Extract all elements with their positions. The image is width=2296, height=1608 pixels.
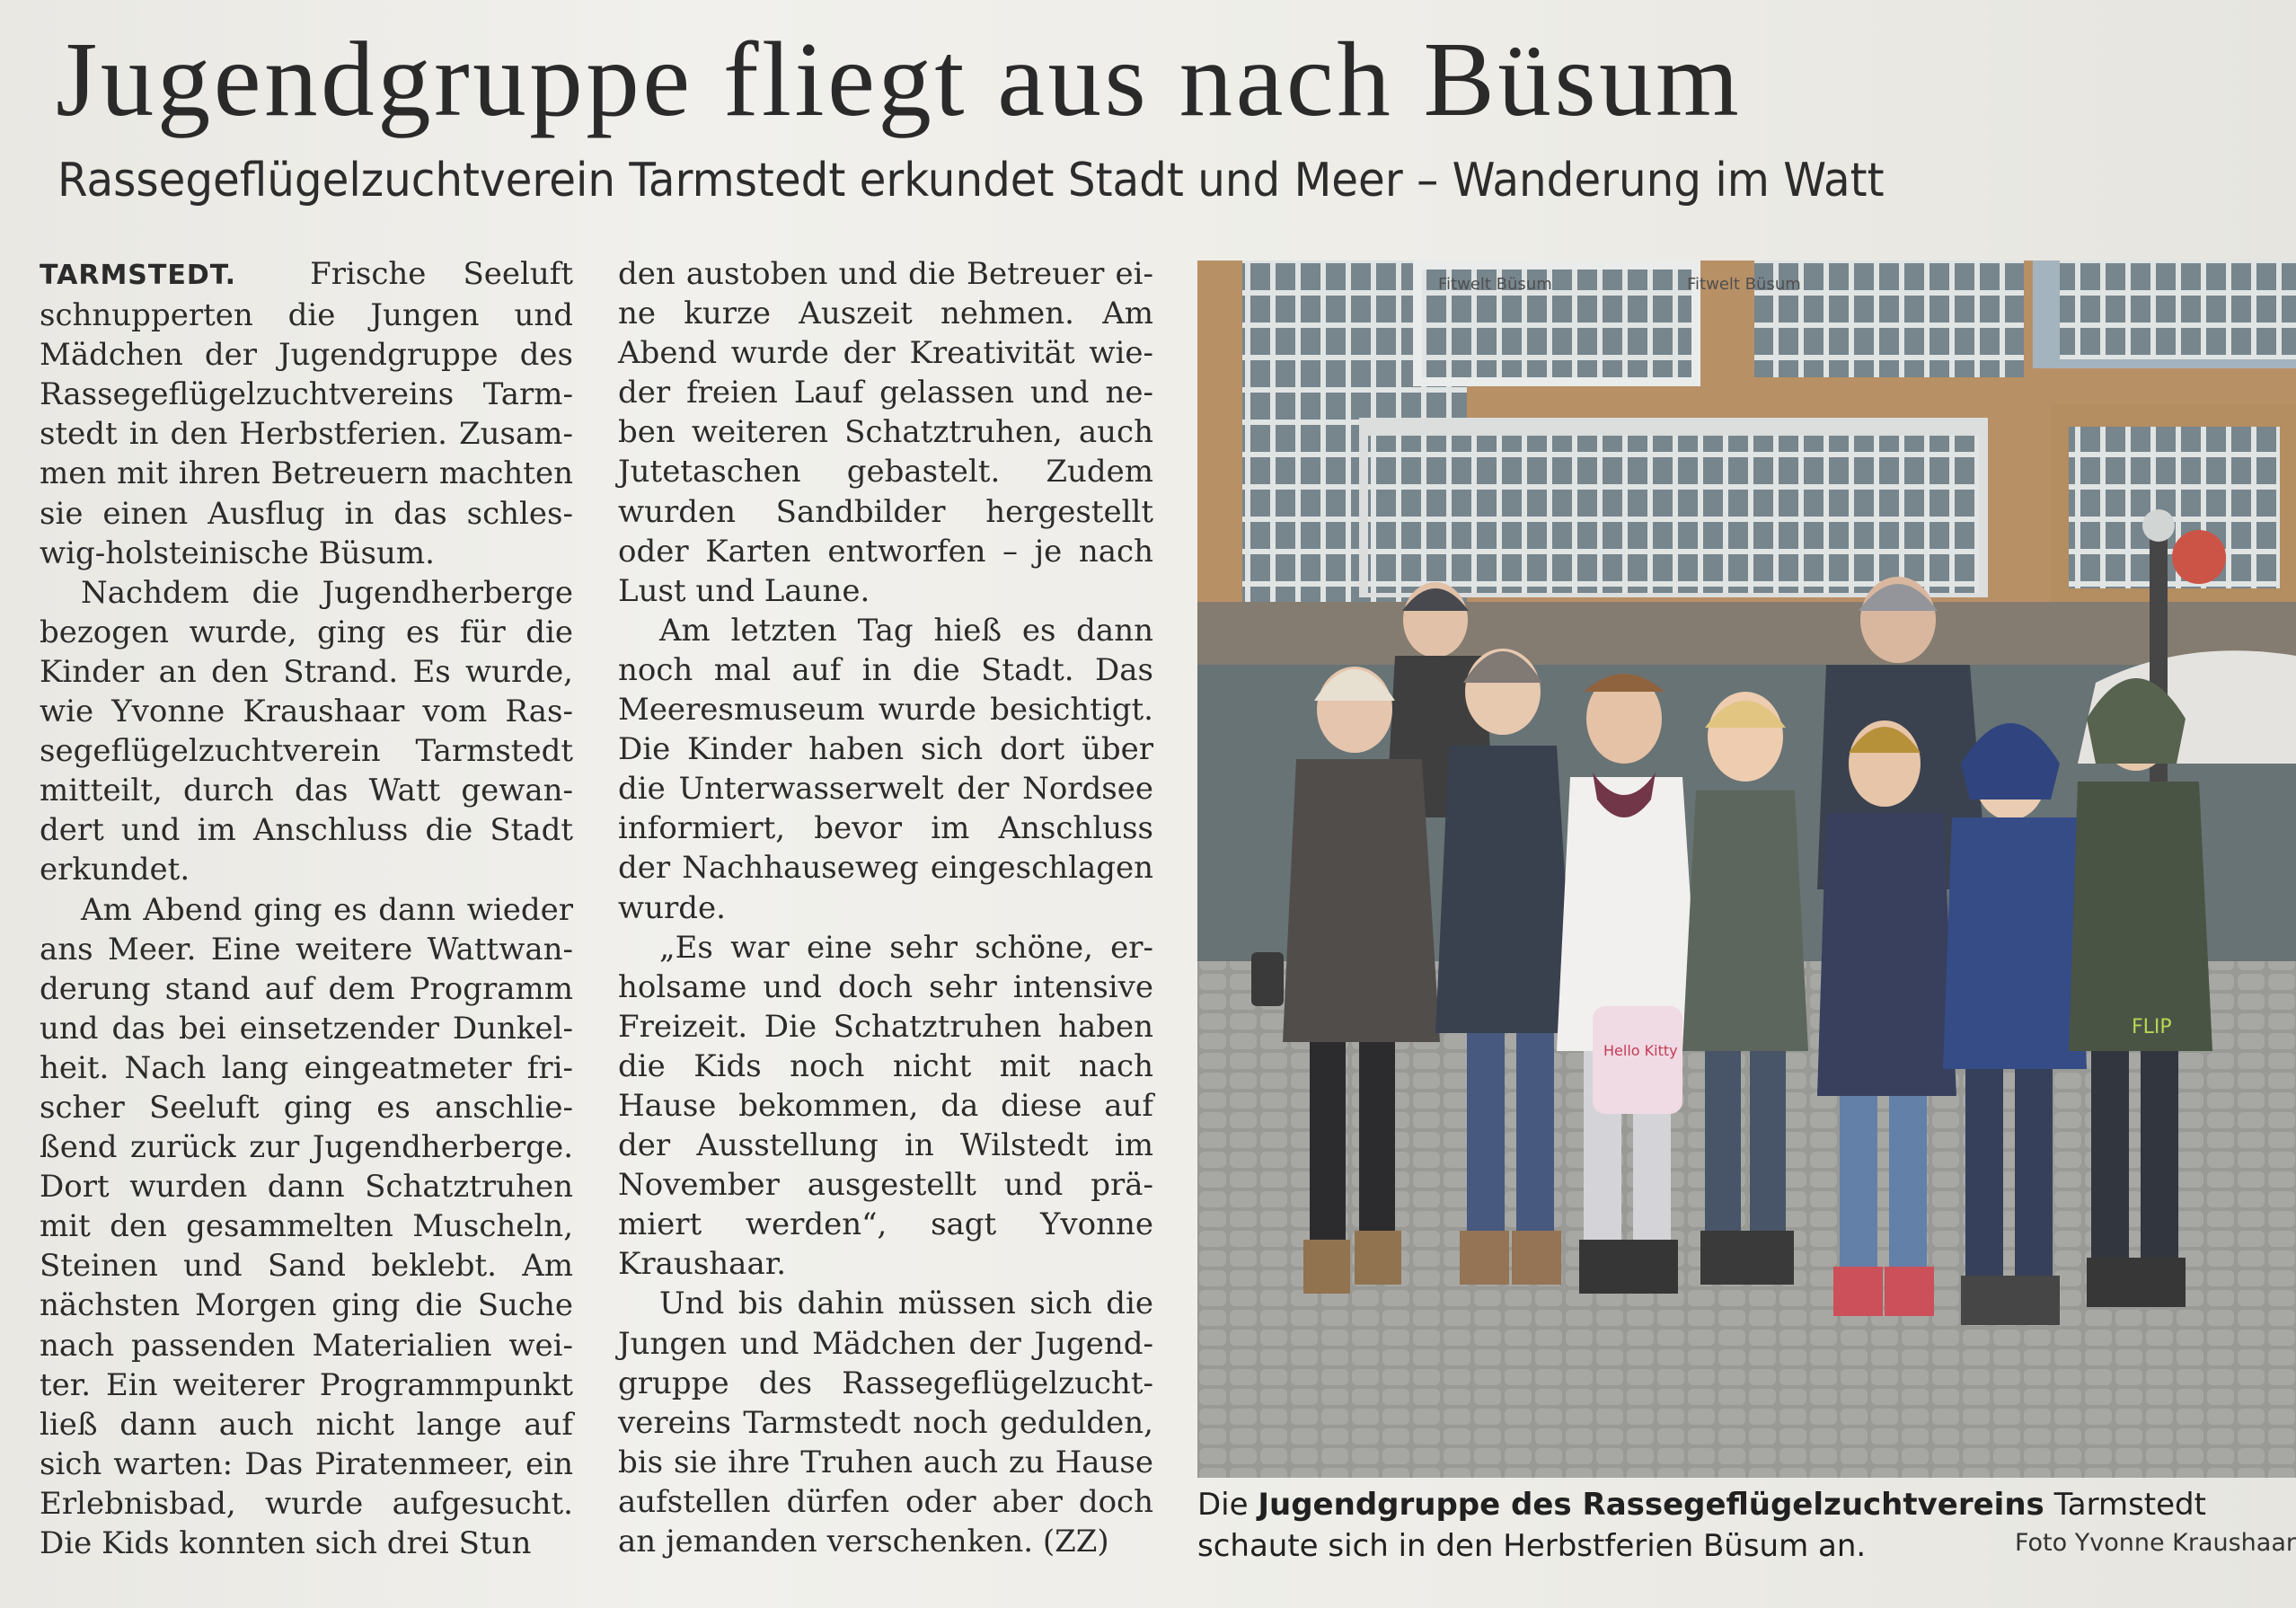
- article-column-1: [40, 254, 573, 1563]
- caption-bold: Jugendgruppe des Rassegeflügelzuchtvereins: [1258, 1487, 2044, 1523]
- paragraph-3-start: Am Abend ging es dann wieder ans Meer. Eine weitere Wattwanderung stand auf dem Programm und das bei einsetzender Dunkelheit. Nach lang eingeatmeter frischer Seeluft ging es anschließend zurück zur Jugendherberge. Dort wurden dann Schatztruhen mit den gesammelten Muscheln, Steinen und Sand beklebt. Am nächsten Morgen ging die Suche nach passenden Materialien weiter. Ein weiterer Programmpunkt ließ dann auch nicht lange auf sich warten: Das Piratenmeer, ein Erlebnisbad, wurde aufgesucht. Die Kids konnten sich drei Stun: [40, 891, 573, 1561]
- dateline: TARMSTEDT.: [40, 260, 237, 291]
- article-column-2: [618, 254, 1153, 1561]
- photo-credit: Foto Yvonne Kraushaar: [2014, 1529, 2296, 1557]
- paragraph-1-text: Frische Seeluft schnupperten die Jungen und Mädchen der Jugendgruppe des Rassegeflügelzuchtvereins Tarmstedt in den Herbstferien. Zusammen mit ihren Betreuern machten sie einen Ausflug in das schleswig-holsteinische Büsum.: [40, 256, 573, 571]
- group-photo: [1197, 261, 2296, 1478]
- paragraph-1: [40, 254, 573, 573]
- paragraph-6: Und bis dahin müssen sich die Jungen und Mädchen der Jugendgruppe des Rassegeflügelzuchtvereins Tarmstedt noch gedulden, bis sie ihre Truhen auch zu Hause aufstellen dürfen oder aber doch an jemanden verschenken. (ZZ): [618, 1286, 1153, 1559]
- caption-suffix: Tarmstedt schaute sich in den Herbstferien Büsum an.: [1197, 1487, 2206, 1564]
- paragraph-4: Am letzten Tag hieß es dann noch mal auf in die Stadt. Das Meeresmuseum wurde besichtigt. Die Kinder haben sich dort über die Unterwasserwelt der Nordsee informiert, bevor im Anschluss der Nachhauseweg eingeschlagen wurde.: [618, 612, 1153, 926]
- group-photo-illustration: [1197, 261, 2296, 1478]
- paragraph-2: Nachdem die Jugendherberge bezogen wurde, ging es für die Kinder an den Strand. Es wurde, wie Yvonne Kraushaar vom Rassegeflügelzuchtverein Tarmstedt mitteilt, durch das Watt gewandert und im Anschluss die Stadt erkundet.: [40, 574, 573, 888]
- paragraph-3-end: den austoben und die Betreuer eine kurze Auszeit nehmen. Am Abend wurde der Kreativität wieder freien Lauf gelassen und neben weiteren Schatztruhen, auch Jutetaschen gebastelt. Zudem wurden Sandbilder hergestellt oder Karten entworfen – je nach Lust und Laune.: [618, 256, 1153, 609]
- subheadline: Rassegeflügelzuchtverein Tarmstedt erkundet Stadt und Meer – Wanderung im Watt: [57, 154, 1885, 208]
- headline: Jugendgruppe fliegt aus nach Büsum: [56, 20, 1743, 138]
- paragraph-5: „Es war eine sehr schöne, erholsame und doch sehr intensive Freizeit. Die Schatztruhen haben die Kids noch nicht mit nach Hause bekommen, da diese auf der Ausstellung in Wilstedt im November ausgestellt und prämiert werden“, sagt Yvonne Kraushaar.: [618, 929, 1153, 1283]
- caption-prefix: Die: [1197, 1487, 1249, 1523]
